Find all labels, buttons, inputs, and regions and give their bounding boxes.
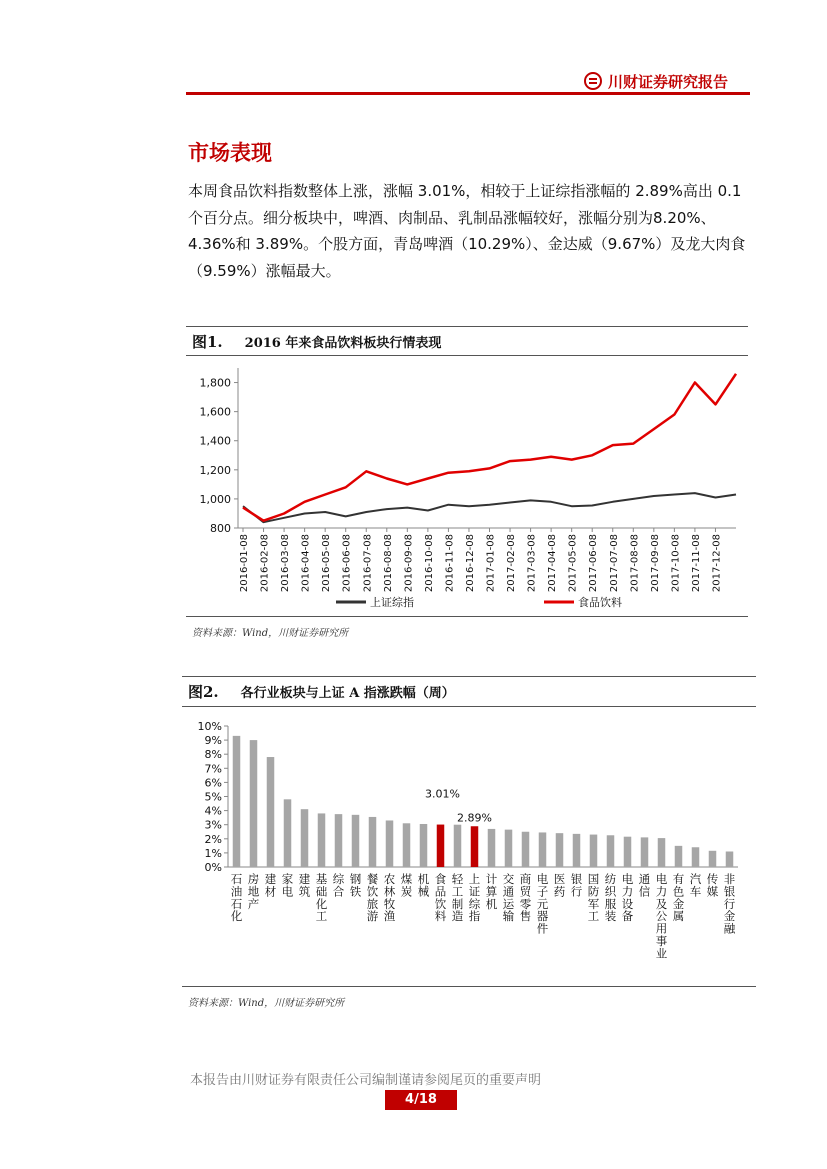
figure2-top-rule	[182, 676, 756, 677]
bar-27	[675, 846, 683, 867]
figure1-line-chart	[186, 358, 748, 612]
bar-1	[233, 736, 241, 867]
figure1-number: 图1.	[192, 332, 223, 351]
category-label: 国防军工	[587, 872, 600, 924]
y-tick-label: 5%	[204, 790, 222, 804]
category-label: 电力及公用事业	[655, 872, 668, 961]
x-tick-label: 2017-02-08	[506, 534, 518, 593]
category-label: 非银行金融	[723, 872, 736, 936]
category-label: 食品饮料	[434, 872, 447, 924]
y-tick-label: 1,600	[199, 405, 231, 419]
bar-22	[590, 835, 598, 867]
x-tick-label: 2017-05-08	[567, 534, 579, 593]
brand-logo-icon	[584, 72, 602, 90]
category-label: 建筑	[298, 872, 311, 899]
bar-21	[573, 834, 581, 867]
figure1-bottom-rule	[186, 616, 748, 617]
figure2-source: 资料来源：Wind，川财证券研究所	[188, 998, 345, 1009]
bar-25	[641, 837, 649, 867]
category-label: 轻工制造	[451, 872, 464, 924]
figure2-title-rule	[182, 706, 756, 707]
category-label: 餐饮旅游	[366, 872, 379, 924]
category-label: 有色金属	[672, 872, 685, 924]
y-tick-label: 1,000	[199, 492, 231, 506]
category-label: 建材	[264, 872, 277, 899]
x-tick-label: 2016-11-08	[444, 534, 456, 593]
y-tick-label: 800	[210, 522, 231, 535]
figure1-title	[192, 331, 441, 351]
body-paragraph: 本周食品饮料指数整体上涨，涨幅 3.01%，相较于上证综指涨幅的 2.89%高出 0.1 个百分点。细分板块中，啤酒、肉制品、乳制品涨幅较好，涨幅分别为8.20%、4.36%和 3.89%。个股方面，青岛啤酒（10.29%）、金达威（9.67%）及龙大肉食（9.59%）涨幅最大。	[188, 182, 746, 280]
x-tick-label: 2016-08-08	[382, 534, 394, 593]
figure2-number: 图2.	[188, 682, 219, 701]
figure2-caption: 各行业板块与上证 A 指涨跌幅（周）	[240, 685, 455, 701]
category-label: 煤炭	[400, 872, 413, 899]
x-tick-label: 2017-11-08	[690, 534, 702, 593]
category-label: 银行	[570, 872, 583, 899]
y-tick-label: 6%	[204, 776, 222, 790]
category-label: 上证综指	[468, 872, 481, 924]
y-tick-label: 1,200	[199, 463, 231, 477]
figure1-caption: 2016 年来食品饮料板块行情表现	[244, 335, 442, 351]
y-tick-label: 4%	[204, 804, 222, 818]
bar-12	[420, 824, 428, 867]
figure2-bottom-rule	[182, 986, 756, 987]
category-label: 电子元器件	[536, 872, 549, 936]
bar-10	[386, 820, 394, 867]
category-label: 通信	[638, 872, 651, 899]
x-tick-label: 2016-02-08	[259, 534, 271, 593]
category-label: 家电	[281, 872, 294, 899]
bar-4	[284, 799, 292, 867]
bar-13	[437, 825, 445, 867]
y-tick-label: 1%	[204, 846, 222, 860]
x-tick-label: 2017-03-08	[526, 534, 538, 593]
bar-11	[403, 823, 411, 867]
y-tick-label: 3%	[204, 818, 222, 832]
category-label: 传媒	[706, 872, 719, 899]
x-tick-label: 2016-09-08	[403, 534, 415, 593]
y-tick-label: 7%	[204, 762, 222, 776]
category-label: 纺织服装	[604, 872, 617, 924]
x-tick-label: 2016-10-08	[423, 534, 435, 593]
x-tick-label: 2017-04-08	[547, 534, 559, 593]
bar-2	[250, 740, 258, 867]
bar-9	[369, 817, 377, 867]
category-label: 电力设备	[621, 872, 634, 924]
category-label: 计算机	[485, 872, 498, 911]
y-tick-label: 10%	[197, 720, 222, 733]
report-brand	[584, 70, 754, 92]
bar-24	[624, 837, 632, 867]
x-tick-label: 2016-06-08	[341, 534, 353, 593]
footer-disclaimer: 本报告由川财证券有限责任公司编制谨请参阅尾页的重要声明	[190, 1073, 542, 1088]
x-tick-label: 2017-10-08	[670, 534, 682, 593]
category-label: 医药	[553, 872, 566, 899]
category-label: 交通运输	[502, 872, 515, 924]
x-tick-label: 2016-12-08	[464, 534, 476, 593]
header-rule	[186, 92, 750, 95]
section-title: 市场表现	[188, 140, 272, 165]
y-tick-label: 2%	[204, 832, 222, 846]
y-tick-label: 8%	[204, 748, 222, 762]
bar-18	[522, 832, 530, 867]
x-tick-label: 2016-04-08	[300, 534, 312, 593]
category-label: 石油石化	[230, 872, 243, 924]
x-tick-label: 2016-01-08	[239, 534, 250, 593]
y-tick-label: 0%	[204, 861, 222, 874]
bar-7	[335, 814, 343, 867]
figure1-source: 资料来源：Wind，川财证券研究所	[192, 628, 349, 639]
series-line-2	[243, 374, 736, 521]
x-tick-label: 2016-03-08	[280, 534, 292, 593]
figure2-title	[188, 681, 455, 701]
bar-8	[352, 815, 360, 867]
legend-label-2: 食品饮料	[578, 596, 622, 609]
bar-28	[692, 847, 700, 867]
bar-30	[726, 851, 734, 867]
category-label: 机械	[417, 872, 430, 899]
category-label: 房地产	[247, 872, 260, 911]
bar-14	[454, 825, 462, 867]
bar-29	[709, 851, 717, 867]
y-tick-label: 1,400	[199, 434, 231, 448]
category-label: 综合	[332, 872, 345, 899]
bar-20	[556, 833, 564, 867]
x-tick-label: 2017-09-08	[649, 534, 661, 593]
x-tick-label: 2017-12-08	[711, 534, 723, 593]
x-tick-label: 2016-07-08	[362, 534, 374, 593]
category-label: 汽车	[689, 872, 702, 899]
category-label: 钢铁	[349, 872, 362, 899]
bar-15	[471, 826, 479, 867]
y-tick-label: 1,800	[199, 376, 231, 390]
bar-17	[505, 830, 513, 867]
x-tick-label: 2017-06-08	[588, 534, 600, 593]
category-label: 商贸零售	[519, 872, 532, 924]
page-number: 4/18	[385, 1090, 457, 1110]
bar-6	[318, 813, 326, 867]
x-tick-label: 2016-05-08	[321, 534, 333, 593]
bar-19	[539, 832, 547, 867]
figure1-title-rule	[186, 355, 748, 356]
x-tick-label: 2017-07-08	[608, 534, 620, 593]
bar-23	[607, 835, 615, 867]
category-label: 农林牧渔	[383, 872, 396, 924]
bar-26	[658, 838, 666, 867]
figure1-top-rule	[186, 326, 748, 327]
figure2-bar-chart	[182, 710, 756, 982]
brand-name: 川财证券研究报告	[608, 72, 729, 91]
x-tick-label: 2017-08-08	[629, 534, 641, 593]
legend-label-1: 上证综指	[370, 596, 414, 609]
bar-5	[301, 809, 309, 867]
bar-3	[267, 757, 275, 867]
y-tick-label: 9%	[204, 734, 222, 748]
x-tick-label: 2017-01-08	[485, 534, 497, 593]
bar-16	[488, 829, 496, 867]
category-label: 基础化工	[315, 872, 328, 924]
data-label: 2.89%	[457, 811, 492, 825]
data-label: 3.01%	[425, 787, 460, 801]
